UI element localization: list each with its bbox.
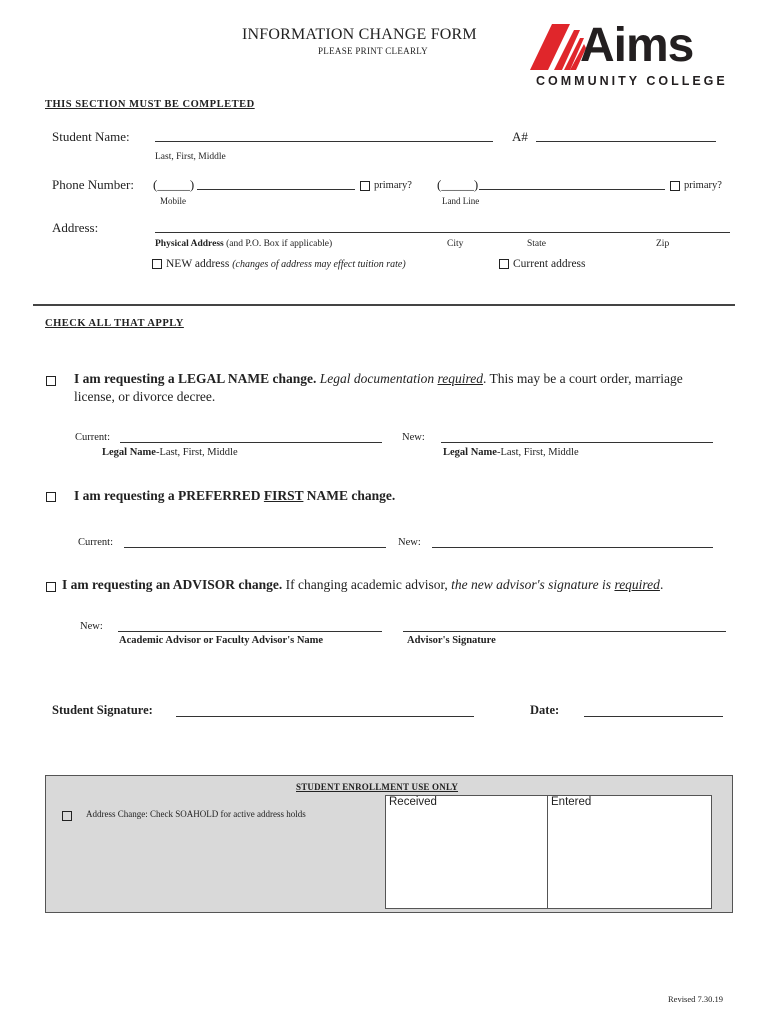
- student-name-field[interactable]: [155, 141, 493, 142]
- physical-address-hint: Physical Address (and P.O. Box if applicable): [155, 239, 333, 249]
- form-subtitle: PLEASE PRINT CLEARLY: [318, 46, 428, 56]
- check-all-heading: CHECK ALL THAT APPLY: [45, 318, 184, 329]
- preferred-new-label: New:: [398, 537, 421, 548]
- a-number-label: A#: [512, 129, 528, 144]
- logo-subtext: COMMUNITY COLLEGE: [536, 74, 728, 88]
- phone-number-label: Phone Number:: [52, 177, 134, 192]
- legal-name-request: I am requesting a LEGAL NAME change. Legal documentation required. This may be a court order, marriage: [74, 371, 683, 386]
- section-divider: [33, 304, 735, 306]
- legal-new-name-field[interactable]: [441, 442, 713, 443]
- checkbox-icon[interactable]: [152, 259, 162, 269]
- advisor-change-checkbox[interactable]: [46, 582, 56, 592]
- entered-label: Entered: [551, 796, 592, 808]
- checkbox-icon[interactable]: [499, 259, 509, 269]
- section-must-complete-heading: THIS SECTION MUST BE COMPLETED: [45, 99, 255, 110]
- landline-primary-checkbox[interactable]: [670, 180, 722, 191]
- address-field[interactable]: [155, 232, 730, 233]
- student-signature-field[interactable]: [176, 716, 474, 717]
- landline-label: Land Line: [442, 196, 480, 206]
- date-label: Date:: [530, 703, 560, 717]
- checkbox-icon[interactable]: [360, 181, 370, 191]
- advisor-signature-label: Advisor's Signature: [407, 635, 496, 646]
- student-name-label: Student Name:: [52, 129, 130, 144]
- preferred-name-checkbox[interactable]: [46, 492, 56, 502]
- logo-text: Aims: [580, 19, 694, 72]
- advisor-name-label: Academic Advisor or Faculty Advisor's Name: [119, 635, 324, 646]
- address-label: Address:: [52, 220, 99, 235]
- enrollment-heading: STUDENT ENROLLMENT USE ONLY: [296, 782, 459, 792]
- preferred-current-name-field[interactable]: [124, 547, 386, 548]
- landline-phone-field[interactable]: [479, 189, 665, 190]
- advisor-signature-field[interactable]: [403, 631, 726, 632]
- preferred-current-label: Current:: [78, 537, 113, 548]
- preferred-name-request: I am requesting a PREFERRED FIRST NAME change.: [74, 488, 396, 503]
- primary-label: primary?: [684, 180, 722, 191]
- preferred-new-name-field[interactable]: [432, 547, 713, 548]
- advisor-change-request: I am requesting an ADVISOR change. If changing academic advisor, the new advisor's signature is required.: [62, 577, 664, 592]
- legal-current-hint: Legal Name-Last, First, Middle: [102, 447, 238, 458]
- advisor-new-label: New:: [80, 621, 103, 632]
- a-number-field[interactable]: [536, 141, 716, 142]
- mobile-area-code: (_____): [153, 177, 195, 192]
- legal-name-request-line2: license, or divorce decree.: [74, 389, 216, 404]
- current-address-checkbox[interactable]: Current address: [499, 258, 586, 270]
- legal-current-label: Current:: [75, 432, 110, 443]
- date-field[interactable]: [584, 716, 723, 717]
- mobile-primary-checkbox[interactable]: [360, 180, 412, 191]
- mobile-label: Mobile: [160, 196, 186, 206]
- aims-logo: [530, 18, 735, 92]
- address-change-label: Address Change: Check SOAHOLD for active address holds: [86, 809, 306, 819]
- landline-area-code: (_____): [437, 177, 479, 192]
- enrollment-use-only-panel: [45, 775, 733, 913]
- student-signature-label: Student Signature:: [52, 703, 153, 717]
- zip-label: Zip: [656, 239, 670, 249]
- name-hint: Last, First, Middle: [155, 152, 226, 162]
- form-title: INFORMATION CHANGE FORM: [242, 26, 477, 43]
- received-label: Received: [389, 796, 437, 808]
- city-label: City: [447, 239, 464, 249]
- mobile-phone-field[interactable]: [197, 189, 355, 190]
- address-change-checkbox[interactable]: [62, 811, 72, 821]
- state-label: State: [527, 239, 546, 249]
- primary-label: primary?: [374, 180, 412, 191]
- revised-date: Revised 7.30.19: [668, 994, 724, 1004]
- legal-new-hint: Legal Name-Last, First, Middle: [443, 447, 579, 458]
- legal-name-checkbox[interactable]: [46, 376, 56, 386]
- checkbox-icon[interactable]: [670, 181, 680, 191]
- legal-new-label: New:: [402, 432, 425, 443]
- received-box[interactable]: [385, 795, 549, 909]
- new-address-checkbox[interactable]: NEW address (changes of address may effect tuition rate): [152, 258, 406, 270]
- legal-current-name-field[interactable]: [120, 442, 382, 443]
- advisor-name-field[interactable]: [118, 631, 382, 632]
- entered-box[interactable]: [547, 795, 712, 909]
